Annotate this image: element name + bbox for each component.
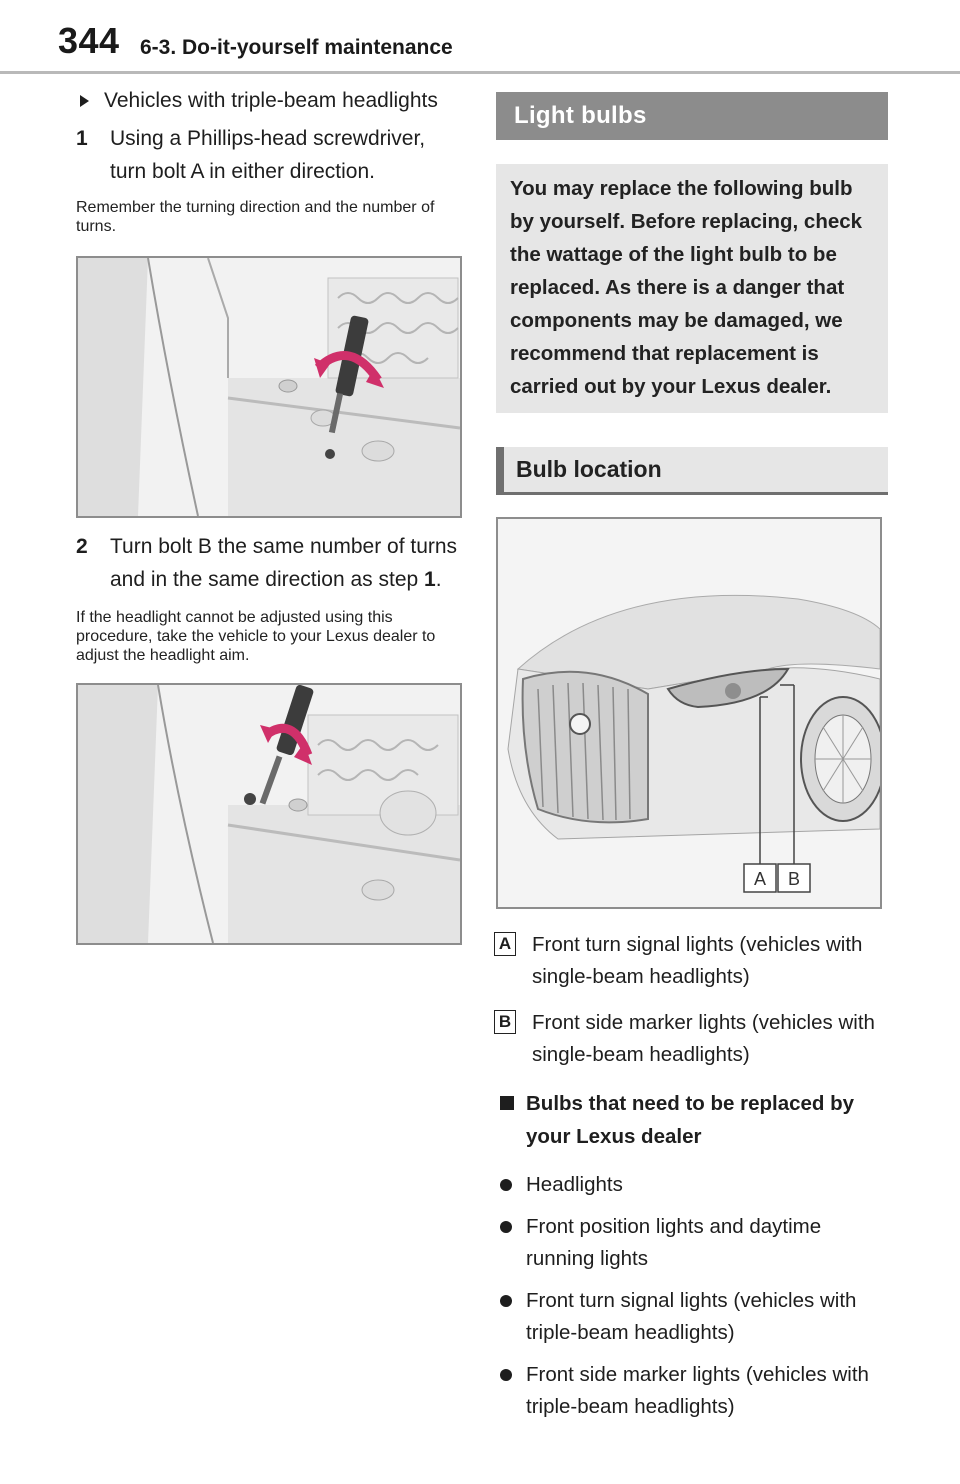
figure-label-a: A: [753, 869, 767, 889]
step-reference: 1: [424, 568, 436, 591]
list-item: [496, 1359, 888, 1423]
bolt-a-illustration: [78, 258, 460, 516]
intro-box: You may replace the following bulb by yourself. Before replacing, check the wattage of the light bulb to be replaced. As there is a danger that components may be damaged, we recommend that replacement is carried out by your Lexus dealer.: [496, 164, 888, 413]
figure-turn-bolt-a: [76, 256, 462, 518]
list-item-text: Front position lights and daytime running lights: [526, 1215, 822, 1270]
section-title: 6-3. Do-it-yourself maintenance: [140, 36, 453, 59]
square-bullet-icon: [500, 1096, 514, 1110]
left-column: [76, 86, 464, 945]
step-number: 1: [76, 127, 88, 150]
right-column: [496, 92, 888, 1423]
page-number: 344: [58, 20, 120, 61]
car-front-illustration: [498, 519, 880, 907]
bulb-location-heading: [496, 447, 888, 495]
subheading-text: Vehicles with triple-beam headlights: [104, 89, 438, 112]
figure-label-b: B: [787, 869, 801, 889]
triangle-bullet-icon: [80, 95, 89, 107]
step-text: Turn bolt B the same number of turns and in the same direction as step: [110, 535, 458, 591]
figure-bulb-location: [496, 517, 882, 909]
bullet-dot-icon: [500, 1295, 512, 1307]
note-turning-direction: Remember the turning direction and the number of turns.: [76, 199, 435, 235]
step-text: Using a Phillips-head screwdriver, turn bolt A in either direction.: [110, 127, 426, 183]
step-1: [76, 122, 464, 188]
page-header: [0, 0, 960, 74]
list-item-text: Front turn signal lights (vehicles with triple-beam headlights): [526, 1289, 857, 1344]
callout-a: [496, 929, 888, 993]
list-item: [496, 1211, 888, 1275]
bullet-dot-icon: [500, 1221, 512, 1233]
callout-letter-b: B: [494, 1010, 516, 1034]
note-adjust-aim: If the headlight cannot be adjusted using this procedure, take the vehicle to your Lexus dealer to adjust the headlight aim.: [76, 609, 436, 664]
list-item-text: Front side marker lights (vehicles with triple-beam headlights): [526, 1363, 869, 1418]
step-2: [76, 530, 464, 596]
bullet-dot-icon: [500, 1179, 512, 1191]
heading-text: Light bulbs: [514, 102, 647, 129]
subheading-triple-beam: [76, 86, 464, 116]
list-item: [496, 1285, 888, 1349]
list-item-text: Headlights: [526, 1173, 623, 1196]
figure-turn-bolt-b: [76, 683, 462, 945]
callout-letter-a: A: [494, 932, 516, 956]
heading-text: Bulb location: [516, 456, 662, 482]
bolt-b-illustration: [78, 685, 460, 943]
heading-text: Bulbs that need to be replaced by your Lexus dealer: [526, 1092, 855, 1148]
bullet-dot-icon: [500, 1369, 512, 1381]
callout-text-b: Front side marker lights (vehicles with single-beam headlights): [532, 1011, 875, 1066]
callout-text-a: Front turn signal lights (vehicles with single-beam headlights): [532, 933, 863, 988]
dealer-bulbs-heading: [496, 1087, 888, 1153]
list-item: [496, 1169, 888, 1201]
step-text-end: .: [435, 568, 442, 591]
light-bulbs-heading: [496, 92, 888, 140]
callout-b: [496, 1007, 888, 1071]
step-number: 2: [76, 535, 88, 558]
